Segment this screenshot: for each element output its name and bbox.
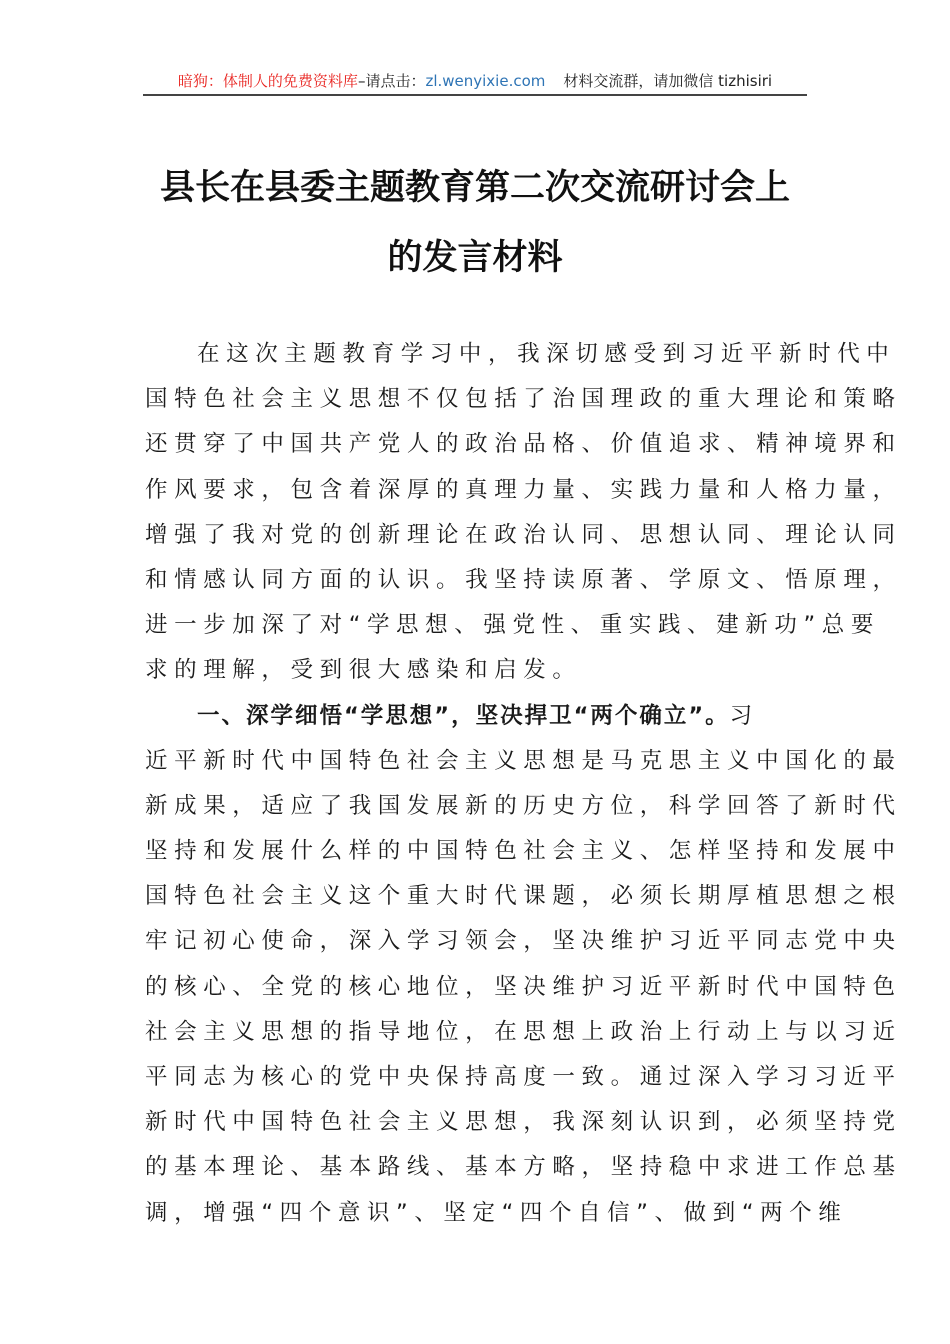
- paragraph-text: 习: [729, 702, 759, 729]
- page-header-banner: [145, 70, 805, 94]
- paragraph-line: 新成果，适应了我国发展新的历史方位，科学回答了新时代: [145, 792, 902, 819]
- paragraph-line: 平同志为核心的党中央保持高度一致。通过深入学习习近平: [145, 1064, 902, 1090]
- website-link[interactable]: zl.wenyixie.com: [425, 72, 546, 90]
- paragraph-line: 和情感认同方面的认识。我坚持读原著、学原文、悟原理，: [145, 566, 902, 593]
- paragraph-line: 进一步加深了对“学思想、强党性、重实践、建新功”总要: [145, 612, 880, 639]
- paragraph-line: 的基本理论、基本路线、基本方略，坚持稳中求进工作总基: [145, 1154, 902, 1181]
- paragraph-line: 作风要求，包含着深厚的真理力量、实践力量和人格力量，: [145, 476, 902, 503]
- brand-text: 暗狗：体制人的免费资料库: [177, 72, 358, 90]
- prompt-text: –请点击：: [357, 72, 426, 90]
- paragraph-line: 调，增强“四个意识”、坚定“四个自信”、做到“两个维: [145, 1199, 848, 1226]
- document-body: [145, 332, 902, 1236]
- section-heading-line: [145, 694, 809, 739]
- paragraph-line: 近平新时代中国特色社会主义思想是马克思主义中国化的最: [145, 747, 902, 774]
- paragraph-line: 国特色社会主义这个重大时代课题，必须长期厚植思想之根: [145, 883, 902, 910]
- paragraph-line: 增强了我对党的创新理论在政治认同、思想认同、理论认同: [145, 521, 902, 548]
- section-heading: 一、深学细悟“学思想”，坚决捍卫“两个确立”。: [197, 702, 730, 729]
- paragraph-line: 牢记初心使命，深入学习领会，坚决维护习近平同志党中央: [145, 928, 902, 955]
- paragraph-line: 求的理解，受到很大感染和启发。: [145, 657, 582, 684]
- document-title-line-2: 的发言材料: [387, 237, 563, 278]
- paragraph-line: 的核心、全党的核心地位，坚决维护习近平新时代中国特色: [145, 973, 902, 1000]
- paragraph-line: 坚持和发展什么样的中国特色社会主义、怎样坚持和发展中: [145, 838, 902, 865]
- paragraph-line: 在这次主题教育学习中，我深切感受到习近平新时代中: [197, 341, 896, 367]
- paragraph-line: 还贯穿了中国共产党人的政治品格、价值追求、精神境界和: [145, 431, 902, 458]
- header-divider: [143, 94, 807, 96]
- paragraph-line: 社会主义思想的指导地位，在思想上政治上行动上与以习近: [145, 1018, 902, 1045]
- contact-text: 材料交流群，请加微信 tizhisiri: [563, 72, 773, 90]
- document-title-line-1: 县长在县委主题教育第二次交流研讨会上: [159, 167, 790, 208]
- paragraph-line: 国特色社会主义思想不仅包括了治国理政的重大理论和策略: [145, 386, 902, 413]
- paragraph-line: 新时代中国特色社会主义思想，我深刻认识到，必须坚持党: [145, 1109, 902, 1136]
